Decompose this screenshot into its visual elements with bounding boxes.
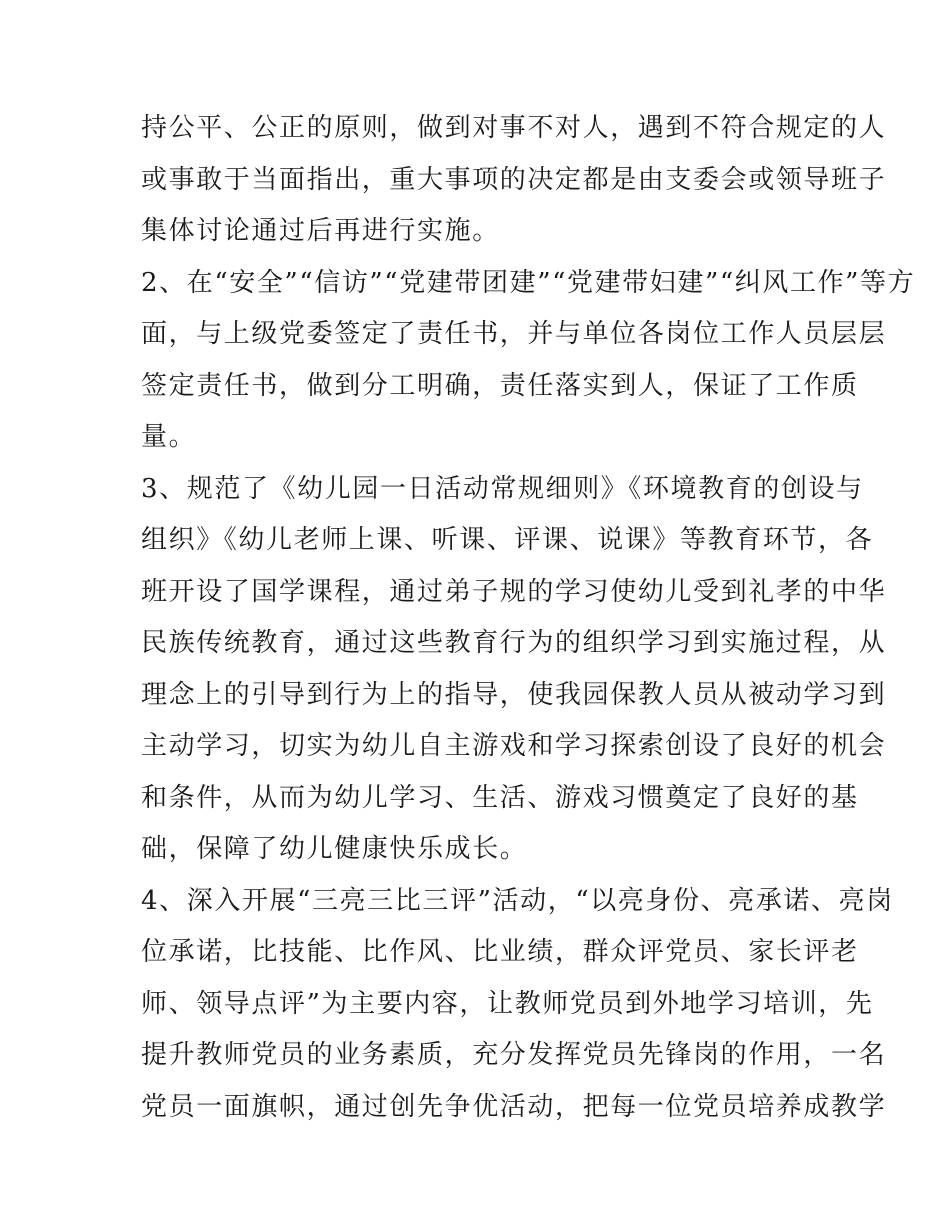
text-line: 4、深入开展“三亮三比三评”活动，“以亮身份、亮承诺、亮岗 xyxy=(141,885,894,916)
text-line: 签定责任书，做到分工明确，责任落实到人，保证了工作质 xyxy=(141,370,859,401)
text-line: 主动学习，切实为幼儿自主游戏和学习探索创设了良好的机会 xyxy=(141,731,887,761)
text-line: 集体讨论通过后再进行实施。 xyxy=(141,216,500,246)
text-line: 师、领导点评”为主要内容，让教师党员到外地学习培训，先 xyxy=(141,988,874,1019)
text-line: 或事敢于当面指出，重大事项的决定都是由支委会或领导班子 xyxy=(141,164,887,195)
text-line: 础，保障了幼儿健康快乐成长。 xyxy=(141,834,528,864)
text-line: 党员一面旗帜，通过创先争优活动，把每一位党员培养成教学 xyxy=(141,1091,887,1122)
text-line: 班开设了国学课程，通过弟子规的学习使幼儿受到礼孝的中华 xyxy=(141,576,887,607)
text-line: 3、规范了《幼儿园一日活动常规细则》《环境教育的创设与 xyxy=(141,473,864,504)
text-line: 持公平、公正的原则，做到对事不对人，遇到不符合规定的人 xyxy=(141,113,887,143)
text-line: 理念上的引导到行为上的指导，使我园保教人员从被动学习到 xyxy=(141,679,887,710)
text-line: 组织》《幼儿老师上课、听课、评课、说课》等教育环节，各 xyxy=(141,525,874,555)
text-line: 2、在“安全”“信访”“党建带团建”“党建带妇建”“纠风工作”等方 xyxy=(141,267,916,298)
text-line: 民族传统教育，通过这些教育行为的组织学习到实施过程，从 xyxy=(141,628,887,658)
text-line: 量。 xyxy=(141,422,197,452)
text-line: 位承诺，比技能、比作风、比业绩，群众评党员、家长评老 xyxy=(141,937,859,967)
document-body xyxy=(141,103,916,1133)
text-line: 和条件，从而为幼儿学习、生活、游戏习惯奠定了良好的基 xyxy=(141,782,859,813)
text-line: 提升教师党员的业务素质，充分发挥党员先锋岗的作用，一名 xyxy=(141,1040,887,1070)
text-line: 面，与上级党委签定了责任书，并与单位各岗位工作人员层层 xyxy=(141,319,887,349)
